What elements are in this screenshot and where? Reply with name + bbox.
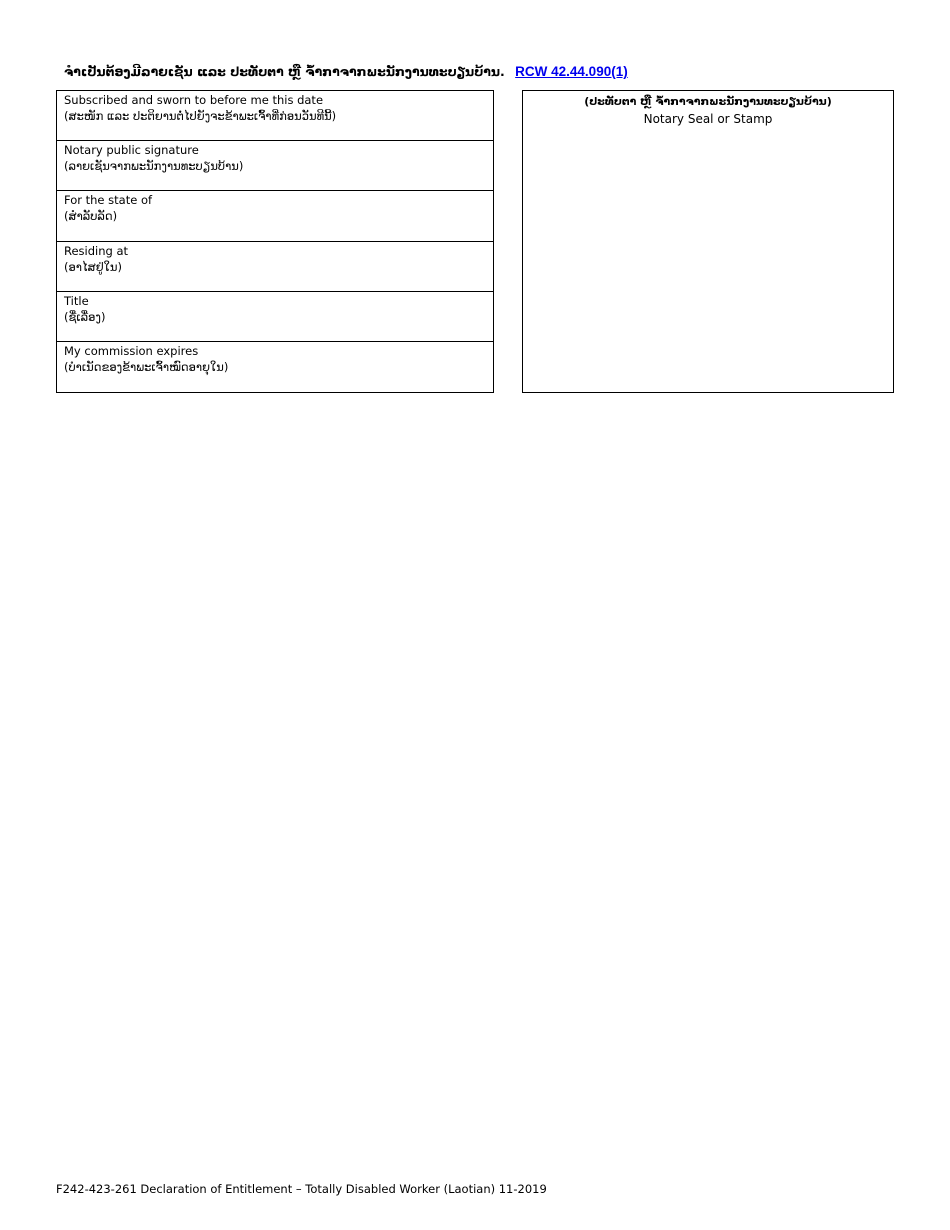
form-footer: F242-423-261 Declaration of Entitlement – Totally Disabled Worker (Laotian) 11-2019 xyxy=(56,1182,547,1196)
field-label-lo: (ອາໄສຢູ່ໃນ) xyxy=(64,259,122,274)
field-label-en: Title xyxy=(64,293,89,308)
field-label-en: Subscribed and sworn to before me this date xyxy=(64,93,324,107)
rcw-link[interactable]: RCW 42.44.090(1) xyxy=(515,64,628,79)
notary-requirement-text: ຈຳເປັນຕ້ອງມີລາຍເຊັນ ແລະ ປະທັບຕາ ຫຼື ຈ້ຳກາຈາກພະນັກງານທະບຽນບ້ານ. xyxy=(64,64,505,79)
notary-seal-box[interactable] xyxy=(522,90,894,393)
field-label-en: Residing at xyxy=(64,243,129,258)
notary-requirement-line xyxy=(64,62,904,84)
field-label-lo: (ຊື່ເລື່ອງ) xyxy=(64,309,106,324)
seal-box-title-lo: (ປະທັບຕາ ຫຼື ຈ້ຳກາຈາກພະນັກງານທະບຽນບ້ານ) xyxy=(584,95,832,108)
field-label-lo: (ສໍາລັບລັດ) xyxy=(64,209,118,224)
state-field[interactable] xyxy=(57,191,493,241)
residing-at-field[interactable] xyxy=(57,242,493,292)
field-label-lo: (ສະໜັກ ແລະ ປະຕິຍານຕໍ່ໄປຍັງຈະຂ້າພະເຈົ້າທີ່ກ່ອນວັນທີນີ້) xyxy=(64,109,337,123)
field-label-en: Notary public signature xyxy=(64,143,199,158)
field-label-en: For the state of xyxy=(64,193,153,208)
title-field[interactable] xyxy=(57,292,493,342)
commission-expires-field[interactable] xyxy=(57,342,493,392)
field-label-en: My commission expires xyxy=(64,343,199,358)
field-label-lo: (ລາຍເຊັນຈາກພະນັກງານທະບຽນບ້ານ) xyxy=(64,159,244,174)
notary-signature-field[interactable] xyxy=(57,141,493,191)
notary-fields-table xyxy=(56,90,494,393)
seal-box-title-en: Notary Seal or Stamp xyxy=(643,112,773,126)
sworn-date-field[interactable] xyxy=(57,91,493,141)
field-label-lo: (ບໍາເນັດຂອງຂ້າພະເຈົ້າໝົດອາຍຸໃນ) xyxy=(64,359,229,374)
